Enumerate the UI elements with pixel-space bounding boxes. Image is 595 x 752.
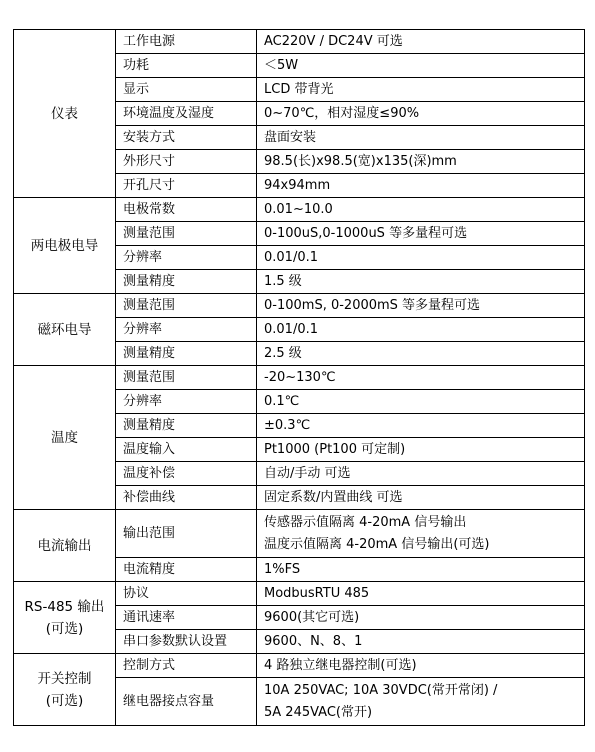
param-cell: 显示 — [116, 78, 257, 102]
category-cell — [14, 654, 116, 726]
param-cell: 通讯速率 — [116, 606, 257, 630]
param-cell: 功耗 — [116, 54, 257, 78]
param-cell: 协议 — [116, 582, 257, 606]
value-cell: 4 路独立继电器控制(可选) — [257, 654, 585, 678]
value-cell: 0-100mS, 0-2000mS 等多量程可选 — [257, 294, 585, 318]
value-cell: Pt1000 (Pt100 可定制) — [257, 438, 585, 462]
category-label-line: (可选) — [45, 620, 84, 637]
value-cell: 2.5 级 — [257, 342, 585, 366]
value-line: 5A 245VAC(常开) — [264, 704, 373, 720]
category-label-line: (可选) — [45, 692, 84, 709]
param-cell: 测量精度 — [116, 342, 257, 366]
param-cell: 串口参数默认设置 — [116, 630, 257, 654]
value-cell: 0.01/0.1 — [257, 318, 585, 342]
table-row — [14, 30, 585, 54]
table-row — [14, 582, 585, 606]
table-row — [14, 510, 585, 558]
value-cell: 0-100uS,0-1000uS 等多量程可选 — [257, 222, 585, 246]
param-cell: 测量范围 — [116, 222, 257, 246]
table-row — [14, 654, 585, 678]
value-cell: -20~130℃ — [257, 366, 585, 390]
category-cell: 温度 — [14, 366, 116, 510]
param-cell: 分辨率 — [116, 390, 257, 414]
value-cell: 盘面安装 — [257, 126, 585, 150]
value-cell: 自动/手动 可选 — [257, 462, 585, 486]
value-cell: 1.5 级 — [257, 270, 585, 294]
value-cell: 9600(其它可选) — [257, 606, 585, 630]
value-line: 10A 250VAC; 10A 30VDC(常开常闭) / — [264, 682, 498, 698]
param-cell: 电流精度 — [116, 558, 257, 582]
param-cell: 分辨率 — [116, 318, 257, 342]
category-label-line: RS-485 输出 — [24, 598, 105, 615]
value-cell: 0.01~10.0 — [257, 198, 585, 222]
value-cell: 0.1℃ — [257, 390, 585, 414]
table-row — [14, 366, 585, 390]
param-cell: 测量范围 — [116, 366, 257, 390]
param-cell: 温度输入 — [116, 438, 257, 462]
spec-table-body — [14, 30, 585, 726]
param-cell: 电极常数 — [116, 198, 257, 222]
param-cell: 补偿曲线 — [116, 486, 257, 510]
param-cell: 测量范围 — [116, 294, 257, 318]
value-line: 温度示值隔离 4-20mA 信号输出(可选) — [264, 536, 490, 552]
param-cell: 输出范围 — [116, 510, 257, 558]
param-cell: 环境温度及湿度 — [116, 102, 257, 126]
category-label-line: 开关控制 — [37, 670, 92, 687]
value-cell: 98.5(长)x98.5(宽)x135(深)mm — [257, 150, 585, 174]
category-cell: 两电极电导 — [14, 198, 116, 294]
param-cell: 外形尺寸 — [116, 150, 257, 174]
value-cell: LCD 带背光 — [257, 78, 585, 102]
value-cell: 94x94mm — [257, 174, 585, 198]
param-cell: 工作电源 — [116, 30, 257, 54]
value-cell: 0~70℃，相对湿度≤90% — [257, 102, 585, 126]
table-row — [14, 294, 585, 318]
param-cell: 继电器接点容量 — [116, 678, 257, 726]
param-cell: 测量精度 — [116, 414, 257, 438]
param-cell: 温度补偿 — [116, 462, 257, 486]
value-line: 传感器示值隔离 4-20mA 信号输出 — [264, 514, 467, 530]
value-cell: ±0.3℃ — [257, 414, 585, 438]
value-cell — [257, 678, 585, 726]
category-cell: 仪表 — [14, 30, 116, 198]
param-cell: 测量精度 — [116, 270, 257, 294]
param-cell: 控制方式 — [116, 654, 257, 678]
value-cell: 固定系数/内置曲线 可选 — [257, 486, 585, 510]
table-row — [14, 198, 585, 222]
spec-table — [13, 29, 585, 726]
value-cell: 1%FS — [257, 558, 585, 582]
category-cell: 电流输出 — [14, 510, 116, 582]
param-cell: 安装方式 — [116, 126, 257, 150]
value-cell: AC220V / DC24V 可选 — [257, 30, 585, 54]
value-cell: ＜5W — [257, 54, 585, 78]
value-cell: 0.01/0.1 — [257, 246, 585, 270]
value-cell: ModbusRTU 485 — [257, 582, 585, 606]
category-cell — [14, 582, 116, 654]
value-cell — [257, 510, 585, 558]
category-cell: 磁环电导 — [14, 294, 116, 366]
param-cell: 开孔尺寸 — [116, 174, 257, 198]
value-cell: 9600、N、8、1 — [257, 630, 585, 654]
param-cell: 分辨率 — [116, 246, 257, 270]
